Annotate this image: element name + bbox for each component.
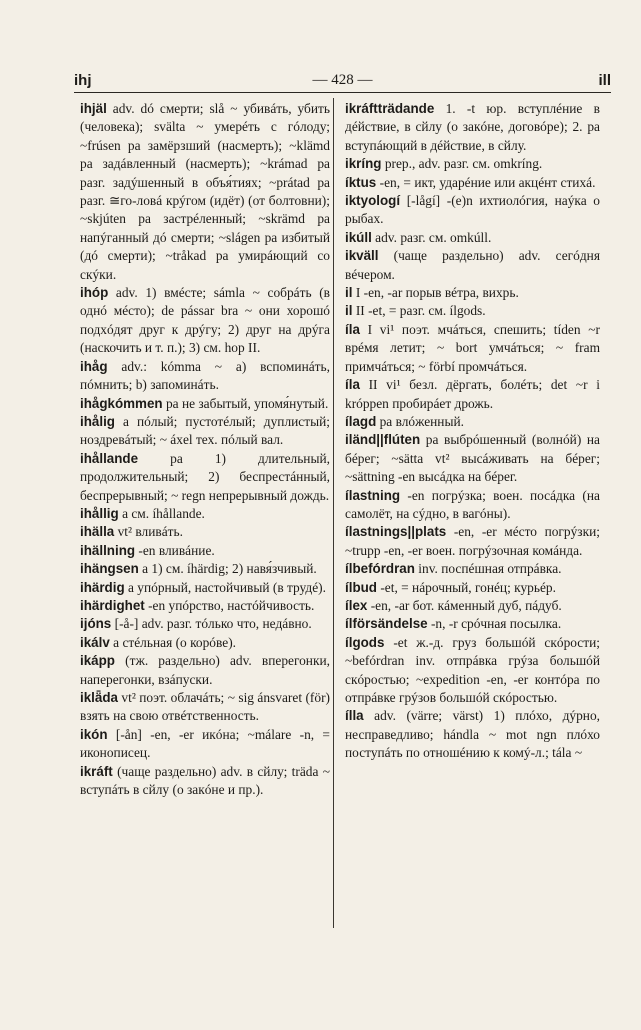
page-number: — 428 — — [312, 72, 373, 88]
entry-definition: (чаще раздельно) adv. сегóдня вéчером. — [345, 248, 600, 282]
dictionary-entry — [345, 560, 600, 578]
entry-definition: vt² поэт. облачáть; ~ sig ánsvaret (för) взять на свою отвéтственность. — [80, 690, 330, 724]
entry-headword: ihälla — [80, 524, 115, 540]
entry-headword: ihällning — [80, 542, 136, 558]
entry-headword: ikríng — [345, 156, 382, 172]
entry-headword: ikráft — [80, 763, 113, 779]
entry-headword: ikálv — [80, 634, 110, 650]
entry-definition: adv. 1) вмéсте; sámla ~ собрáть (в однó мéсто); de pássar bra ~ они хорошó подхóдят друг к дрýгу; 2) друг на дрýга (наскочить и т. п.); 3) см. hop II. — [80, 285, 330, 356]
entry-headword: ihóp — [80, 285, 109, 301]
entry-definition: -en вливáние. — [138, 542, 215, 558]
entry-definition: -et, = нáрочный, гонéц; курьéр. — [380, 579, 556, 595]
entry-headword: ihjäl — [80, 101, 107, 116]
entry-definition: [-å-] adv. разг. тóлько что, недáвно. — [114, 616, 312, 632]
entry-headword: iklǟda — [80, 690, 118, 705]
entry-definition: II -et, = разг. см. ílgods. — [355, 303, 486, 319]
entry-definition: pa влóженный. — [379, 413, 464, 429]
entry-headword: ílagd — [345, 413, 377, 429]
entry-headword: ihållande — [80, 450, 139, 466]
dictionary-entry — [345, 247, 600, 284]
dictionary-entry — [80, 505, 330, 523]
dictionary-entry — [80, 100, 330, 284]
dictionary-entry — [345, 707, 600, 762]
dictionary-entry — [345, 487, 600, 524]
running-header — [74, 68, 611, 92]
entry-definition: vt² вливáть. — [117, 524, 183, 540]
entry-headword: ílastning — [345, 487, 401, 503]
dictionary-entry — [80, 450, 330, 505]
entry-definition: a стéльная (о корóве). — [113, 634, 236, 650]
entry-headword: ijóns — [80, 616, 112, 632]
entry-definition: [-lågí] -(e)n ихтиолóгия, наýка о рыбах. — [345, 193, 600, 227]
entry-definition: prep., adv. разг. см. omkríng. — [384, 156, 543, 172]
dictionary-entry — [345, 155, 600, 173]
dictionary-entry — [80, 615, 330, 633]
dictionary-entry — [345, 413, 600, 431]
dictionary-entry — [345, 192, 600, 229]
entry-headword: ílbefórdran — [345, 561, 415, 577]
entry-definition: (чаще раздельно) adv. в сйлу; träda ~ вступáть в сйлу (о закóне и пр.). — [80, 763, 330, 798]
entry-definition: a пóлый; пустотéлый; дуплистый; ноздревáтый; ~ áxel тех. пóлый вал. — [80, 413, 330, 448]
entry-definition: a 1) см. íhärdig; 2) навя́зчивый. — [142, 561, 317, 577]
entry-definition: -en, -ar бот. кáменный дуб, пáдуб. — [370, 597, 562, 613]
left-column — [80, 100, 330, 799]
dictionary-entry — [80, 542, 330, 560]
entry-headword: iländ||flúten — [345, 432, 421, 448]
entry-definition: adv. (värre; värst) 1) плóхо, дýрно, несправедливо; hándla ~ mot ngn плóхо поступáть по отношéнию к комý-л.; tála ~ — [345, 708, 600, 761]
entry-definition: adv.: kómma ~ a) вспоминáть, пóмнить; b) запоминáть. — [80, 358, 330, 393]
entry-definition: -en, -er мéсто погрýзки; ~trupp -en, -er воен. погрýзочная комáнда. — [345, 524, 600, 558]
entry-headword: ílastnings||plats — [345, 524, 447, 540]
dictionary-entry — [80, 634, 330, 652]
entry-headword: ikón — [80, 726, 108, 742]
entry-headword: íla — [345, 377, 360, 393]
dictionary-entry — [80, 763, 330, 800]
entry-headword: ihållig — [80, 505, 119, 521]
dictionary-entry — [80, 579, 330, 597]
entry-headword: ílbud — [345, 579, 377, 595]
entry-headword: iktyologí — [345, 193, 401, 209]
entry-definition: -en погрýзка; воен. посáдка (на самолёт, на сýдно, в вагóны). — [345, 487, 600, 521]
dictionary-entry — [345, 100, 600, 155]
dictionary-entry — [80, 523, 330, 541]
entry-headword: il — [345, 303, 353, 319]
dictionary-entry — [80, 358, 330, 395]
dictionary-entry — [80, 597, 330, 615]
dictionary-entry — [80, 560, 330, 578]
dictionary-entry — [80, 284, 330, 358]
dictionary-entry — [80, 689, 330, 726]
header-rule — [74, 92, 611, 93]
dictionary-entry — [345, 302, 600, 320]
dictionary-entry — [80, 726, 330, 763]
header-right-guideword: ill — [598, 72, 611, 89]
header-left-guideword: ihj — [74, 72, 92, 89]
entry-headword: ílla — [345, 708, 364, 724]
entry-definition: adv. разг. см. omkúll. — [375, 229, 492, 245]
entry-definition: II vi¹ безл. дёргать, болéть; det ~r i króppen пробирáет дрожь. — [345, 377, 600, 411]
entry-headword: ikväll — [345, 248, 379, 264]
right-column — [345, 100, 600, 763]
dictionary-entry — [345, 431, 600, 486]
entry-headword: ihärdig — [80, 579, 125, 595]
entry-headword: ihågkómmen — [80, 395, 163, 411]
entry-definition: a см. íhållande. — [122, 505, 205, 521]
entry-definition: -en, = икт, ударéние или акцéнт стихá. — [379, 174, 596, 190]
dictionary-entry — [345, 321, 600, 376]
entry-headword: ikráftträdande — [345, 101, 435, 116]
entry-definition: inv. поспéшная отпрáвка. — [418, 561, 562, 577]
entry-definition: 1. -t юр. вступлéние в дéйствие, в сйлу (о закóне, договóре); 2. pa вступáющий в дéйствие, в сйлу. — [345, 101, 600, 153]
column-divider — [333, 98, 334, 928]
entry-headword: ikúll — [345, 229, 372, 245]
entry-headword: ílgods — [345, 634, 385, 650]
entry-definition: -et ж.-д. груз большóй скóрости; ~befórdran inv. отпрáвка грýза большóй скóростью; ~expedition -en, -er контóра по отпрáвке грýзов большóй скóростью. — [345, 634, 600, 705]
entry-definition: pa выбрóшенный (волнóй) на бéрег; ~sätta vt² высáживать на бéрег; ~sättning -en высáдка на бéрег. — [345, 432, 600, 485]
entry-headword: ihängsen — [80, 561, 139, 577]
entry-definition: I vi¹ поэт. мчáться, спешить; tíden ~r врéмя летит; ~ bort умчáться; ~ fram примчáться; ~ förbí промчáться. — [345, 321, 600, 374]
dictionary-entry — [345, 597, 600, 615]
dictionary-entry — [345, 579, 600, 597]
entry-definition: pa не забытый, упомя́нутый. — [165, 395, 329, 411]
entry-definition: adv. dó смерти; slå ~ убивáть, убить (человека); svälta ~ умерéть с гóлоду; ~frúsen pa замёрзший (насмерть); ~klämd pa задáвленный (насмерть); ~krámad pa разг. задýшенный в объя́тиях; ~prátad pa разг. ≅го-ловá крýгом (идёт) (от болтовни); ~skjúten pa застрéленный; ~skrämd pa напýганный дó смерти; ~slágen pa избитый (дó смерти); ~tråkad pa умирáющий со скýки. — [80, 101, 330, 282]
entry-headword: ílförsändelse — [345, 616, 428, 632]
entry-headword: ílex — [345, 597, 368, 613]
entry-headword: ikápp — [80, 653, 115, 669]
entry-definition: a упóрный, настойчивый (в трудé). — [128, 579, 326, 595]
dictionary-entry — [345, 523, 600, 560]
entry-headword: ihålig — [80, 413, 115, 429]
dictionary-entry — [345, 229, 600, 247]
entry-headword: ihärdighet — [80, 597, 145, 613]
entry-definition: pa 1) длительный, продолжительный; 2) беспрестáнный, беспрерывный; ~ regn непрерывный дождь. — [80, 450, 330, 503]
entry-headword: íla — [345, 321, 360, 337]
entry-headword: ihåg — [80, 358, 108, 374]
entry-headword: il — [345, 285, 353, 301]
entry-definition: [-ån] -en, -er икóна; ~málare -n, = иконописец. — [80, 726, 330, 761]
dictionary-entry — [345, 376, 600, 413]
dictionary-entry — [345, 615, 600, 633]
entry-headword: íktus — [345, 174, 377, 190]
entry-definition: -en упóрство, настóйчивость. — [148, 597, 315, 613]
entry-definition: -n, -r срóчная посылка. — [430, 616, 562, 632]
dictionary-entry — [345, 174, 600, 192]
dictionary-entry — [80, 652, 330, 689]
dictionary-entry — [80, 395, 330, 413]
entry-definition: (тж. раздельно) adv. вперегонки, наперегонки, взáпуски. — [80, 653, 330, 687]
dictionary-entry — [345, 634, 600, 708]
dictionary-entry — [80, 413, 330, 450]
dictionary-entry — [345, 284, 600, 302]
entry-definition: I -en, -ar порыв вéтра, вихрь. — [355, 285, 519, 301]
